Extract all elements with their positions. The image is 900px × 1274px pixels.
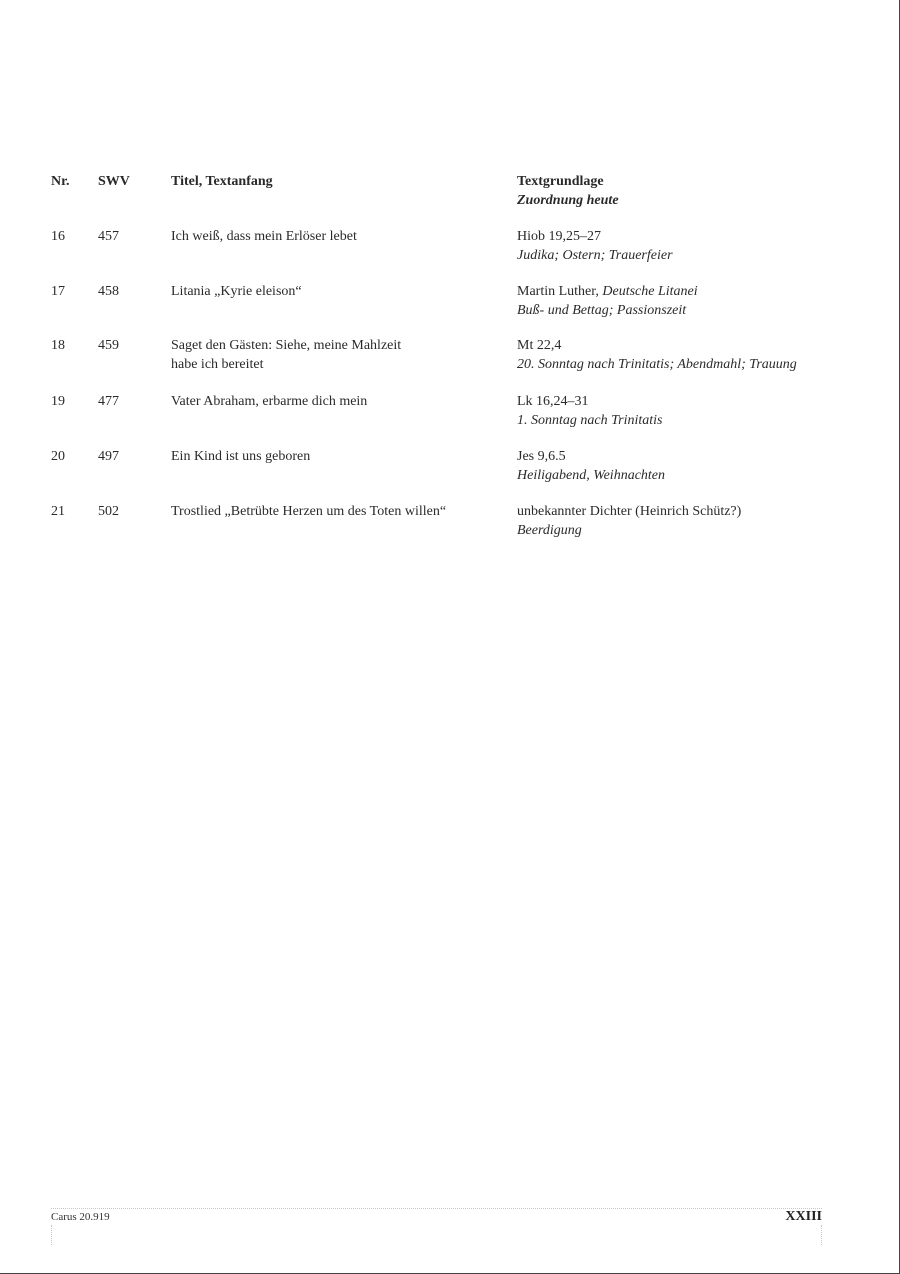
row-source-text <box>517 392 847 411</box>
row-assignment: Buß- und Bettag; Passionszeit <box>517 303 687 318</box>
row-source-text <box>517 227 847 246</box>
row-source-plain: Martin Luther, <box>517 284 603 299</box>
row-source-italic: Deutsche Litanei <box>602 284 698 299</box>
table-row <box>51 282 841 336</box>
row-source-text <box>517 447 847 466</box>
row-title-line: Litania „Kyrie eleison“ <box>171 284 302 299</box>
row-source-plain: Hiob 19,25–27 <box>517 229 601 244</box>
row-title <box>171 447 501 466</box>
table-row <box>51 502 841 557</box>
row-source-text <box>517 282 847 301</box>
row-title-line: Trostlied „Betrübte Herzen um des Toten willen“ <box>171 504 447 519</box>
row-title-line: Saget den Gästen: Siehe, meine Mahlzeit <box>171 338 402 353</box>
header-nr: Nr. <box>51 174 70 189</box>
row-assignment: Heiligabend, Weihnachten <box>517 468 666 483</box>
row-source-plain: unbekannter Dichter (Heinrich Schütz?) <box>517 504 742 519</box>
row-swv: 502 <box>98 504 119 519</box>
row-nr: 19 <box>51 394 65 409</box>
table-header <box>51 172 841 227</box>
row-title <box>171 227 501 246</box>
row-nr: 17 <box>51 284 65 299</box>
crop-mark-left <box>51 1225 52 1245</box>
row-title <box>171 336 501 374</box>
header-title: Titel, Textanfang <box>171 174 273 189</box>
row-swv: 458 <box>98 284 119 299</box>
row-source <box>517 502 847 540</box>
row-source <box>517 336 847 374</box>
row-source <box>517 227 847 265</box>
row-swv: 477 <box>98 394 119 409</box>
row-source-plain: Mt 22,4 <box>517 338 562 353</box>
crop-mark-right <box>821 1225 822 1245</box>
header-source <box>517 172 847 210</box>
row-source-text <box>517 502 847 521</box>
row-title <box>171 392 501 411</box>
row-nr: 16 <box>51 229 65 244</box>
table-row <box>51 227 841 282</box>
row-source <box>517 392 847 430</box>
page-footer <box>51 1208 822 1247</box>
row-title <box>171 282 501 301</box>
row-assignment: Beerdigung <box>517 523 582 538</box>
row-source-plain: Lk 16,24–31 <box>517 394 589 409</box>
row-title-line: Ein Kind ist uns geboren <box>171 449 311 464</box>
row-swv: 497 <box>98 449 119 464</box>
header-assignment-label: Zuordnung heute <box>517 193 619 208</box>
table-row <box>51 336 841 392</box>
row-title <box>171 502 501 521</box>
row-title-line: Ich weiß, dass mein Erlöser lebet <box>171 229 357 244</box>
row-nr: 21 <box>51 504 65 519</box>
table-row <box>51 447 841 502</box>
row-assignment: Judika; Ostern; Trauerfeier <box>517 248 673 263</box>
row-source <box>517 447 847 485</box>
table-row <box>51 392 841 447</box>
row-swv: 457 <box>98 229 119 244</box>
row-assignment: 1. Sonntag nach Trinitatis <box>517 413 663 428</box>
publisher-reference: Carus 20.919 <box>51 1211 110 1223</box>
header-swv: SWV <box>98 174 130 189</box>
row-nr: 20 <box>51 449 65 464</box>
row-title-line: Vater Abraham, erbarme dich mein <box>171 394 368 409</box>
row-swv: 459 <box>98 338 119 353</box>
row-title-line: habe ich bereitet <box>171 357 264 372</box>
header-source-label: Textgrundlage <box>517 174 604 189</box>
row-source-text <box>517 336 847 355</box>
row-source-plain: Jes 9,6.5 <box>517 449 566 464</box>
page-number: XXIII <box>785 1209 822 1224</box>
row-assignment: 20. Sonntag nach Trinitatis; Abendmahl; Trauung <box>517 357 797 372</box>
row-nr: 18 <box>51 338 65 353</box>
works-table <box>51 172 841 557</box>
row-source <box>517 282 847 320</box>
